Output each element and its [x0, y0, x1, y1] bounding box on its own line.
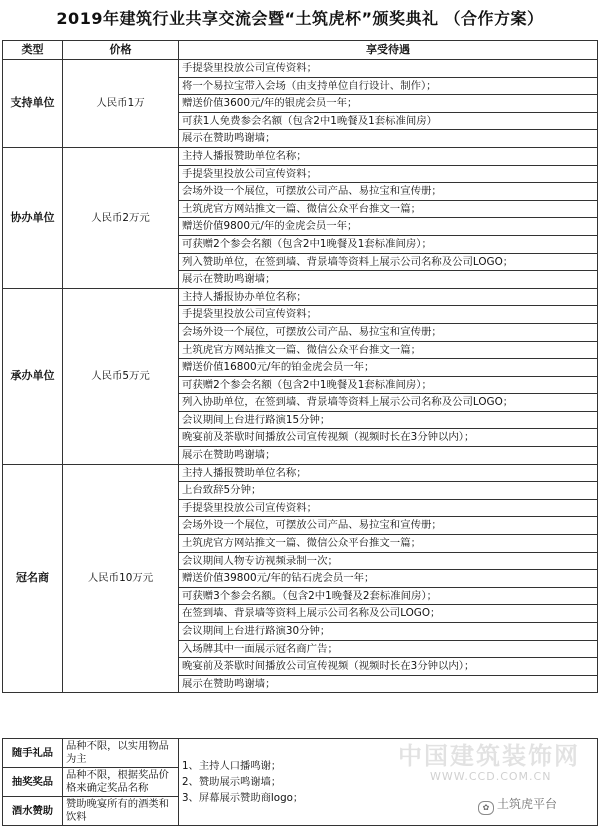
- tier-type: 协办单位: [3, 147, 63, 288]
- wechat-icon: ✿: [478, 801, 494, 815]
- benefit-item: 会场外设一个展位，可摆放公司产品、易拉宝和宣传册；: [179, 183, 598, 201]
- benefit-item: 赠送价值16800元/年的铂金虎会员一年；: [179, 359, 598, 377]
- account-name: 土筑虎平台: [497, 797, 558, 811]
- benefit-item: 展示在赞助鸣谢墙；: [179, 130, 598, 148]
- table-row: [3, 464, 598, 482]
- extra-desc: 品种不限，根据奖品价格来确定奖品名称: [63, 768, 179, 797]
- benefit-item: 会议期间人物专访视频录制一次；: [179, 552, 598, 570]
- extras-benefit-item: 2、赞助展示鸣谢墙；: [182, 776, 282, 788]
- tier-type: 支持单位: [3, 60, 63, 148]
- header-price: 价格: [63, 41, 179, 60]
- tier-price: 人民币5万元: [63, 288, 179, 464]
- site-url-watermark: WWW.CCD.COM.CN: [430, 770, 552, 783]
- benefit-item: 可获赠2个参会名额（包含2中1晚餐及1套标准间房）；: [179, 376, 598, 394]
- benefit-item: 晚宴前及茶歇时间播放公司宣传视频（视频时长在3分钟以内）；: [179, 658, 598, 676]
- benefit-item: 展示在赞助鸣谢墙；: [179, 447, 598, 465]
- table-row: [3, 147, 598, 165]
- benefit-item: 主持人播报赞助单位名称；: [179, 464, 598, 482]
- cooperation-plan-table: [2, 40, 598, 693]
- extra-desc: 品种不限，以实用物品为主: [63, 739, 179, 768]
- benefit-item: 会议期间上台进行路演15分钟；: [179, 411, 598, 429]
- extras-benefit-item: 3、屏幕展示赞助商logo；: [182, 792, 304, 804]
- site-watermark: 中国建筑装饰网: [398, 742, 580, 770]
- table-row: [3, 288, 598, 306]
- benefit-item: 赠送价值9800元/年的金虎会员一年；: [179, 218, 598, 236]
- benefit-item: 会场外设一个展位，可摆放公司产品、易拉宝和宣传册；: [179, 517, 598, 535]
- header-type: 类型: [3, 41, 63, 60]
- extras-row: [3, 739, 598, 768]
- benefit-item: 赠送价值3600元/年的银虎会员一年；: [179, 95, 598, 113]
- benefit-item: 入场牌其中一面展示冠名商广告；: [179, 640, 598, 658]
- tier-type: 冠名商: [3, 464, 63, 693]
- benefit-item: 手提袋里投放公司宣传资料；: [179, 306, 598, 324]
- benefit-item: 展示在赞助鸣谢墙；: [179, 675, 598, 693]
- benefit-item: 手提袋里投放公司宣传资料；: [179, 499, 598, 517]
- benefit-item: 土筑虎官方网站推文一篇、微信公众平台推文一篇；: [179, 535, 598, 553]
- extras-table: [2, 738, 598, 826]
- benefit-item: 列入赞助单位，在签到墙、背景墙等资料上展示公司名称及公司LOGO；: [179, 253, 598, 271]
- benefit-item: 会议期间上台进行路演30分钟；: [179, 623, 598, 641]
- benefit-item: 可获1人免费参会名额（包含2中1晚餐及1套标准间房）: [179, 112, 598, 130]
- benefit-item: 赠送价值39800元/年的钻石虎会员一年；: [179, 570, 598, 588]
- benefit-item: 上台致辞5分钟；: [179, 482, 598, 500]
- benefit-item: 主持人播报赞助单位名称；: [179, 147, 598, 165]
- benefit-item: 可获赠2个参会名额（包含2中1晚餐及1套标准间房）；: [179, 235, 598, 253]
- extra-type: 酒水赞助: [3, 797, 63, 826]
- benefit-item: 列入协助单位，在签到墙、背景墙等资料上展示公司名称及公司LOGO；: [179, 394, 598, 412]
- extra-desc: 赞助晚宴所有的酒类和饮料: [63, 797, 179, 826]
- extras-benefit-item: 1、主持人口播鸣谢；: [182, 760, 282, 772]
- tier-price: 人民币1万: [63, 60, 179, 148]
- extra-type: 抽奖奖品: [3, 768, 63, 797]
- benefit-item: 展示在赞助鸣谢墙；: [179, 271, 598, 289]
- benefit-item: 将一个易拉宝带入会场（由支持单位自行设计、制作）；: [179, 77, 598, 95]
- benefit-item: 可获赠3个参会名额。（包含2中1晚餐及2套标准间房）；: [179, 587, 598, 605]
- benefit-item: 晚宴前及茶歇时间播放公司宣传视频（视频时长在3分钟以内）；: [179, 429, 598, 447]
- extras-benefits: [179, 739, 598, 826]
- benefit-item: 土筑虎官方网站推文一篇、微信公众平台推文一篇；: [179, 341, 598, 359]
- benefit-item: 土筑虎官方网站推文一篇、微信公众平台推文一篇；: [179, 200, 598, 218]
- tier-price: 人民币10万元: [63, 464, 179, 693]
- header-benefits: 享受待遇: [179, 41, 598, 60]
- page-title: 2019年建筑行业共享交流会暨“土筑虎杯”颁奖典礼 （合作方案）: [56, 9, 544, 28]
- extra-type: 随手礼品: [3, 739, 63, 768]
- benefit-item: 主持人播报协办单位名称；: [179, 288, 598, 306]
- table-header-row: [3, 41, 598, 60]
- benefit-item: 在签到墙、背景墙等资料上展示公司名称及公司LOGO；: [179, 605, 598, 623]
- benefit-item: 手提袋里投放公司宣传资料；: [179, 60, 598, 78]
- benefit-item: 手提袋里投放公司宣传资料；: [179, 165, 598, 183]
- table-row: [3, 60, 598, 78]
- benefit-item: 会场外设一个展位，可摆放公司产品、易拉宝和宣传册；: [179, 323, 598, 341]
- tier-type: 承办单位: [3, 288, 63, 464]
- tier-price: 人民币2万元: [63, 147, 179, 288]
